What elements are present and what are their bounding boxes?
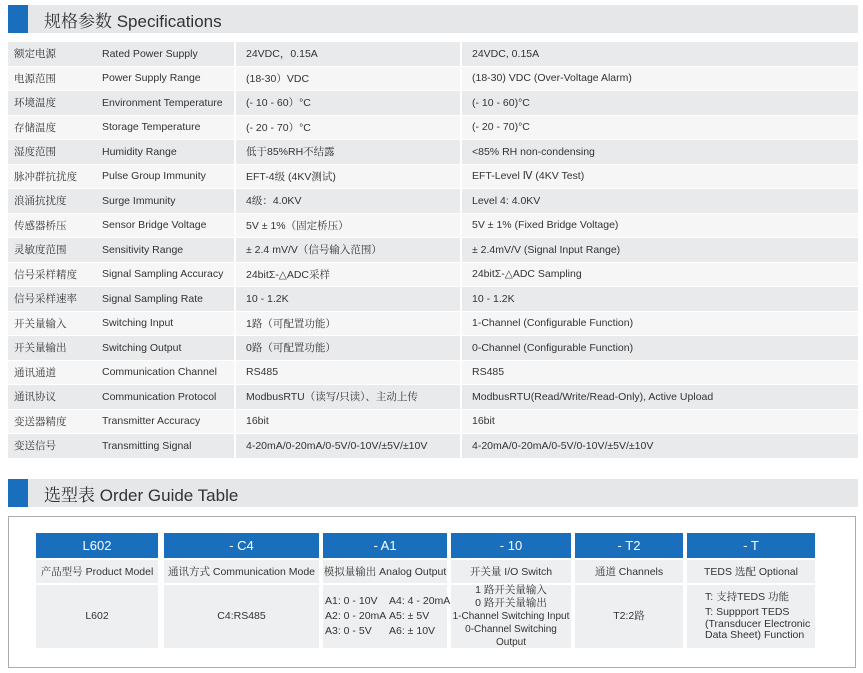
switch-line-1: 1 路开关量输入 (475, 584, 547, 596)
spec-name-cn: 环境温度 (8, 91, 94, 116)
spec-row (8, 312, 858, 337)
analog-option-a5: A5: ± 5V (389, 610, 430, 622)
spec-name-en: Sensitivity Range (94, 238, 236, 263)
specifications-table (8, 42, 858, 459)
spec-value-cn: 低于85%RH不结露 (236, 140, 462, 165)
spec-value-cn: 5V ± 1%（固定桥压） (236, 214, 462, 239)
teds-line-3: (Transducer Electronic (705, 617, 811, 630)
order-col-channels (575, 533, 683, 648)
spec-name-en: Signal Sampling Accuracy (94, 263, 236, 288)
spec-row (8, 165, 858, 190)
spec-name-cn: 开关量输出 (8, 336, 94, 361)
spec-name-cn: 通讯协议 (8, 385, 94, 410)
spec-name-en: Signal Sampling Rate (94, 287, 236, 312)
spec-value-en: ModbusRTU(Read/Write/Read-Only), Active Upload (462, 385, 858, 410)
analog-option-a4: A4: 4 - 20mA (389, 595, 451, 607)
spec-row (8, 263, 858, 288)
spec-row (8, 336, 858, 361)
spec-name-cn: 湿度范围 (8, 140, 94, 165)
spec-name-cn: 存储温度 (8, 116, 94, 141)
spec-name-cn: 变送器精度 (8, 410, 94, 435)
analog-option-a2: A2: 0 - 20mA (325, 610, 387, 622)
teds-options (687, 592, 810, 642)
spec-name-cn: 信号采样精度 (8, 263, 94, 288)
communication-value: C4:RS485 (164, 585, 319, 648)
spec-row (8, 214, 858, 239)
spec-row (8, 385, 858, 410)
analog-value (323, 585, 451, 648)
analog-option-a3: A3: 0 - 5V (325, 625, 372, 637)
spec-value-cn: RS485 (236, 361, 462, 386)
teds-code: - T (687, 533, 815, 558)
spec-name-cn: 灵敏度范围 (8, 238, 94, 263)
spec-name-cn: 信号采样速率 (8, 287, 94, 312)
spec-name-en: Communication Channel (94, 361, 236, 386)
specifications-header (8, 5, 858, 33)
spec-value-en: 5V ± 1% (Fixed Bridge Voltage) (462, 214, 858, 239)
spec-row (8, 410, 858, 435)
spec-name-cn: 开关量输入 (8, 312, 94, 337)
spec-name-en: Switching Input (94, 312, 236, 337)
spec-value-cn: 0路（可配置功能） (236, 336, 462, 361)
communication-code: - C4 (164, 533, 319, 558)
spec-name-en: Humidity Range (94, 140, 236, 165)
spec-name-en: Rated Power Supply (94, 42, 236, 67)
spec-value-en: 24bitΣ-△ADC Sampling (462, 263, 858, 288)
spec-value-en: 4-20mA/0-20mA/0-5V/0-10V/±5V/±10V (462, 434, 858, 459)
spec-row (8, 238, 858, 263)
spec-value-en: RS485 (462, 361, 858, 386)
spec-value-cn: ModbusRTU（读写/只读）、主动上传 (236, 385, 462, 410)
spec-row (8, 434, 858, 459)
spec-name-en: Storage Temperature (94, 116, 236, 141)
spec-value-cn: 24VDC，0.15A (236, 42, 462, 67)
channels-code: - T2 (575, 533, 683, 558)
channels-label: 通道 Channels (575, 560, 683, 583)
spec-value-en: (18-30) VDC (Over-Voltage Alarm) (462, 67, 858, 92)
spec-value-cn: 4级：4.0KV (236, 189, 462, 214)
communication-label: 通讯方式 Communication Mode (164, 560, 319, 583)
spec-value-en: 1-Channel (Configurable Function) (462, 312, 858, 337)
spec-name-en: Communication Protocol (94, 385, 236, 410)
order-col-analog (323, 533, 451, 648)
spec-name-cn: 电源范围 (8, 67, 94, 92)
spec-value-en: 24VDC, 0.15A (462, 42, 858, 67)
teds-line-1: T: 支持TEDS 功能 (705, 590, 790, 603)
analog-label: 模拟量输出 Analog Output (323, 560, 447, 583)
switch-line-4: 0-Channel Switching Output (465, 624, 557, 648)
order-col-model (36, 533, 158, 648)
teds-line-4: Data Sheet) Function (705, 629, 805, 641)
analog-option-a6: A6: ± 10V (389, 625, 436, 637)
spec-value-cn: 1路（可配置功能） (236, 312, 462, 337)
spec-row (8, 361, 858, 386)
spec-value-cn: (18-30）VDC (236, 67, 462, 92)
spec-name-en: Power Supply Range (94, 67, 236, 92)
spec-value-cn: EFT-4级 (4KV测试) (236, 165, 462, 190)
spec-row (8, 189, 858, 214)
spec-value-en: Level 4: 4.0KV (462, 189, 858, 214)
switch-label: 开关量 I/O Switch (451, 560, 571, 583)
spec-value-cn: 10 - 1.2K (236, 287, 462, 312)
specifications-title: 规格参数 Specifications (44, 11, 222, 31)
spec-value-cn: (- 20 - 70）°C (236, 116, 462, 141)
spec-value-en: 16bit (462, 410, 858, 435)
model-code: L602 (36, 533, 158, 558)
spec-value-en: 0-Channel (Configurable Function) (462, 336, 858, 361)
order-col-switch (451, 533, 571, 648)
spec-value-en: 10 - 1.2K (462, 287, 858, 312)
spec-value-en: ± 2.4mV/V (Signal Input Range) (462, 238, 858, 263)
spec-value-en: EFT-Level Ⅳ (4KV Test) (462, 165, 858, 190)
switch-value (451, 585, 571, 648)
spec-value-en: (- 20 - 70)°C (462, 116, 858, 141)
spec-value-en: <85% RH non-condensing (462, 140, 858, 165)
spec-name-en: Transmitting Signal (94, 434, 236, 459)
spec-name-en: Sensor Bridge Voltage (94, 214, 236, 239)
analog-code: - A1 (323, 533, 447, 558)
model-value: L602 (36, 585, 158, 648)
analog-options (325, 595, 451, 638)
spec-row (8, 116, 858, 141)
spec-value-cn: (- 10 - 60）°C (236, 91, 462, 116)
spec-row (8, 140, 858, 165)
switch-line-2: 0 路开关量输出 (475, 597, 547, 609)
spec-value-cn: 16bit (236, 410, 462, 435)
channels-value: T2:2路 (575, 585, 683, 648)
spec-row (8, 287, 858, 312)
analog-option-a1: A1: 0 - 10V (325, 595, 378, 607)
teds-value (687, 585, 815, 648)
spec-name-cn: 额定电源 (8, 42, 94, 67)
spec-value-en: (- 10 - 60)°C (462, 91, 858, 116)
spec-row (8, 67, 858, 92)
spec-name-en: Pulse Group Immunity (94, 165, 236, 190)
spec-name-cn: 浪涌抗扰度 (8, 189, 94, 214)
spec-name-cn: 脉冲群抗扰度 (8, 165, 94, 190)
spec-name-cn: 通讯通道 (8, 361, 94, 386)
spec-row (8, 42, 858, 67)
header-accent-bar (8, 479, 28, 507)
switch-options (451, 584, 571, 649)
spec-row (8, 91, 858, 116)
spec-value-cn: 24bitΣ-△ADC采样 (236, 263, 462, 288)
spec-name-cn: 传感器桥压 (8, 214, 94, 239)
spec-name-cn: 变送信号 (8, 434, 94, 459)
model-label: 产品型号 Product Model (36, 560, 158, 583)
spec-name-en: Environment Temperature (94, 91, 236, 116)
header-accent-bar (8, 5, 28, 33)
spec-name-en: Surge Immunity (94, 189, 236, 214)
spec-value-cn: ± 2.4 mV/V（信号输入范围） (236, 238, 462, 263)
teds-label: TEDS 选配 Optional (687, 560, 815, 583)
order-col-communication (164, 533, 319, 648)
spec-name-en: Transmitter Accuracy (94, 410, 236, 435)
order-guide-header (8, 479, 858, 507)
order-guide-title: 选型表 Order Guide Table (44, 485, 239, 505)
order-col-teds (687, 533, 815, 648)
switch-code: - 10 (451, 533, 571, 558)
switch-line-3: 1-Channel Switching Input (452, 611, 570, 622)
teds-line-2: T: Suppport TEDS (705, 606, 790, 618)
spec-value-cn: 4-20mA/0-20mA/0-5V/0-10V/±5V/±10V (236, 434, 462, 459)
spec-name-en: Switching Output (94, 336, 236, 361)
